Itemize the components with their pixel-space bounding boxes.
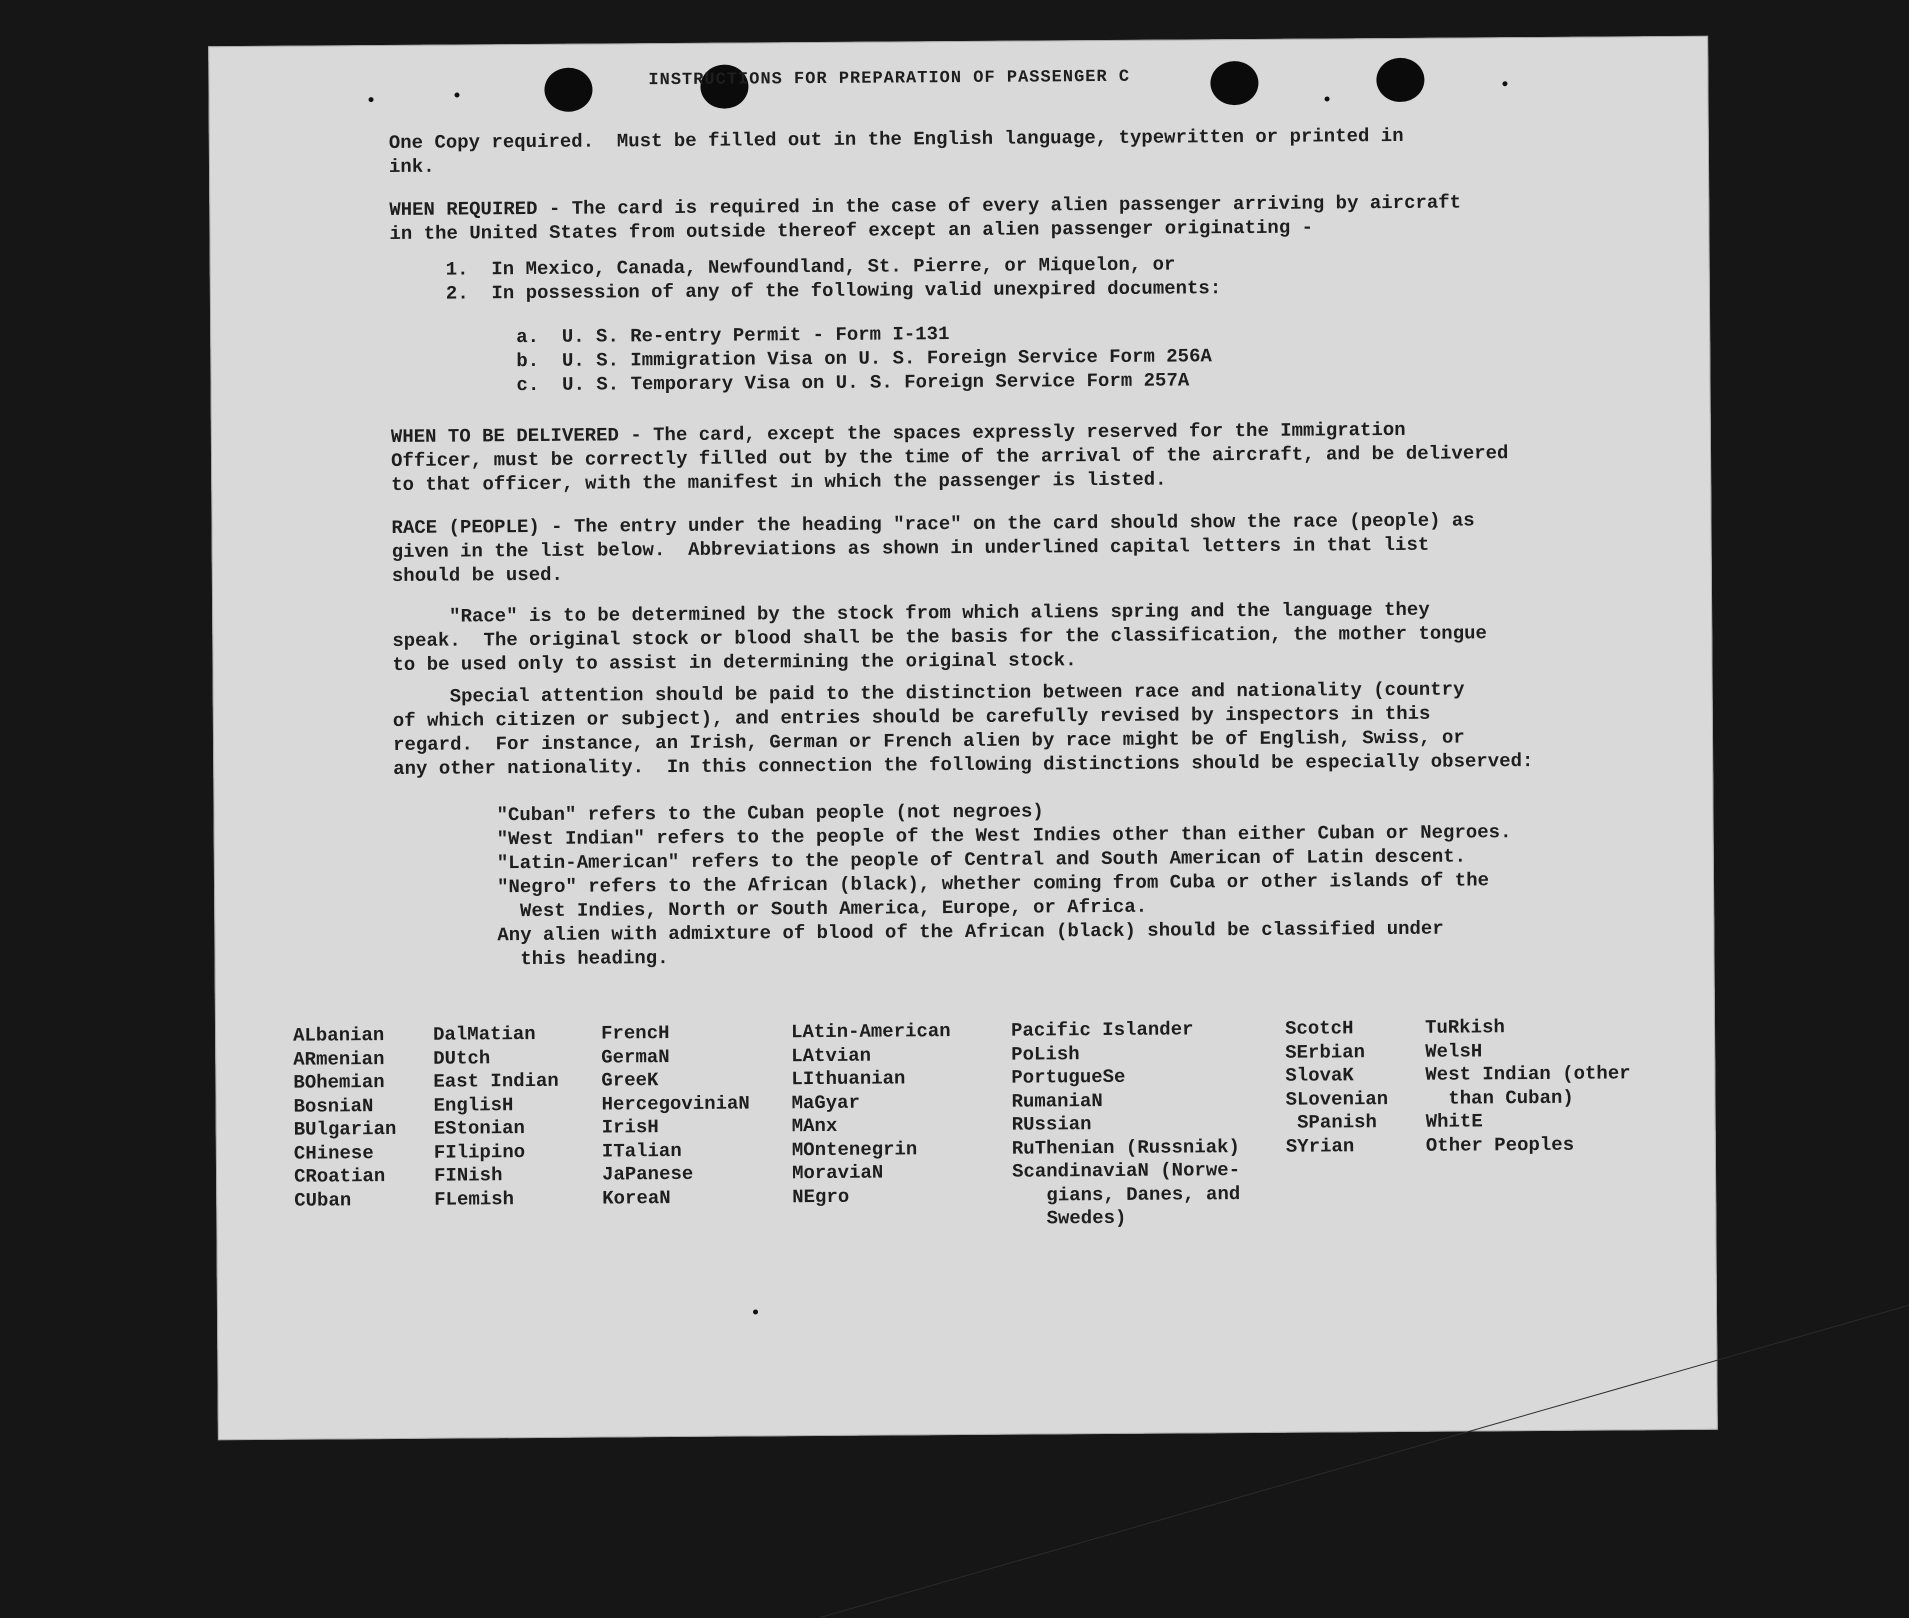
ink-speck xyxy=(1325,96,1330,101)
ink-speck xyxy=(753,1309,758,1314)
race-column-7: TuRkish WelsH West Indian (other than Cuban) WhitE Other Peoples xyxy=(1424,1016,1631,1157)
paragraph-copy-required: One Copy required. Must be filled out in the English language, typewritten or printed in ink. xyxy=(388,124,1404,178)
race-column-5: Pacific Islander PoLish PortugueSe RumaniaN RUssian RuThenian (Russniak) ScandinaviaN (Norwe- gians, Danes, and Swedes) xyxy=(1010,1018,1241,1230)
paragraph-race-definition: "Race" is to be determined by the stock from which aliens spring and the language they speak. The original stock or blood shall be the basis for the classification, the mother tongue to be used only to assist in determining the original stock. xyxy=(392,598,1487,676)
document-page xyxy=(208,36,1718,1440)
paragraph-when-delivered: WHEN TO BE DELIVERED - The card, except the spaces expressly reserved for the Immigration Officer, must be correctly filled out by the time of the arrival of the aircraft, and be delivered to that officer, with the manifest in which the passenger is listed. xyxy=(390,418,1509,496)
punch-hole xyxy=(1376,58,1424,102)
race-column-3: FrencH GermaN GreeK HercegoviniaN IrisH ITalian JaPanese KoreaN xyxy=(600,1022,750,1210)
page-title: INSTRUCTIONS FOR PREPARATION OF PASSENGER C xyxy=(648,67,1131,91)
race-column-6: ScotcH SErbian SlovaK SLovenian SPanish SYrian xyxy=(1284,1017,1389,1158)
race-column-4: LAtin-American LAtvian LIthuanian MaGyar MAnx MOntenegrin MoraviaN NEgro xyxy=(790,1020,951,1208)
punch-hole xyxy=(1210,61,1258,105)
paragraph-when-required: WHEN REQUIRED - The card is required in the case of every alien passenger arriving by aircraft in the United States from outside thereof except an alien passenger originating - xyxy=(389,191,1462,245)
list-origins: 1. In Mexico, Canada, Newfoundland, St. Pierre, or Miquelon, or 2. In possession of any of the following valid unexpired documents: xyxy=(445,253,1222,305)
ink-speck xyxy=(1502,81,1507,86)
paragraph-race: RACE (PEOPLE) - The entry under the heading "race" on the card should show the race (people) as given in the list below. Abbreviations as shown in underlined capital letters in that list should be used. xyxy=(391,509,1475,587)
punch-hole xyxy=(544,68,592,112)
paragraph-special-attention: Special attention should be paid to the distinction between race and nationality (country of which citizen or subject), and entries should be carefully revised by inspectors in this regard. For instance, an Irish, German or French alien by race might be of English, Swiss, or any other nationality. In this connection the following distinctions should be especially observed: xyxy=(392,678,1534,780)
race-definitions: "Cuban" refers to the Cuban people (not negroes) "West Indian" refers to the people of the West Indies other than either Cuban or Negroes. "Latin-American" refers to the people of Central and South American of Latin descent. "Negro" refers to the African (black), whether coming from Cuba or other islands of the West Indies, North or South America, Europe, or Africa. Any alien with admixture of blood of the African (black) should be classified under this heading. xyxy=(496,800,1512,971)
race-column-2: DalMatian DUtch East Indian EnglisH EStonian FIlipino FINish FLemish xyxy=(432,1022,559,1211)
race-column-1: ALbanian ARmenian BOhemian BosniaN BUlgarian CHinese CRoatian CUban xyxy=(292,1024,397,1212)
list-documents: a. U. S. Re-entry Permit - Form I-131 b. U. S. Immigration Visa on U. S. Foreign Service Form 256A c. U. S. Temporary Visa on U. S. Foreign Service Form 257A xyxy=(516,323,1212,397)
ink-speck xyxy=(454,92,459,97)
ink-speck xyxy=(369,97,374,102)
